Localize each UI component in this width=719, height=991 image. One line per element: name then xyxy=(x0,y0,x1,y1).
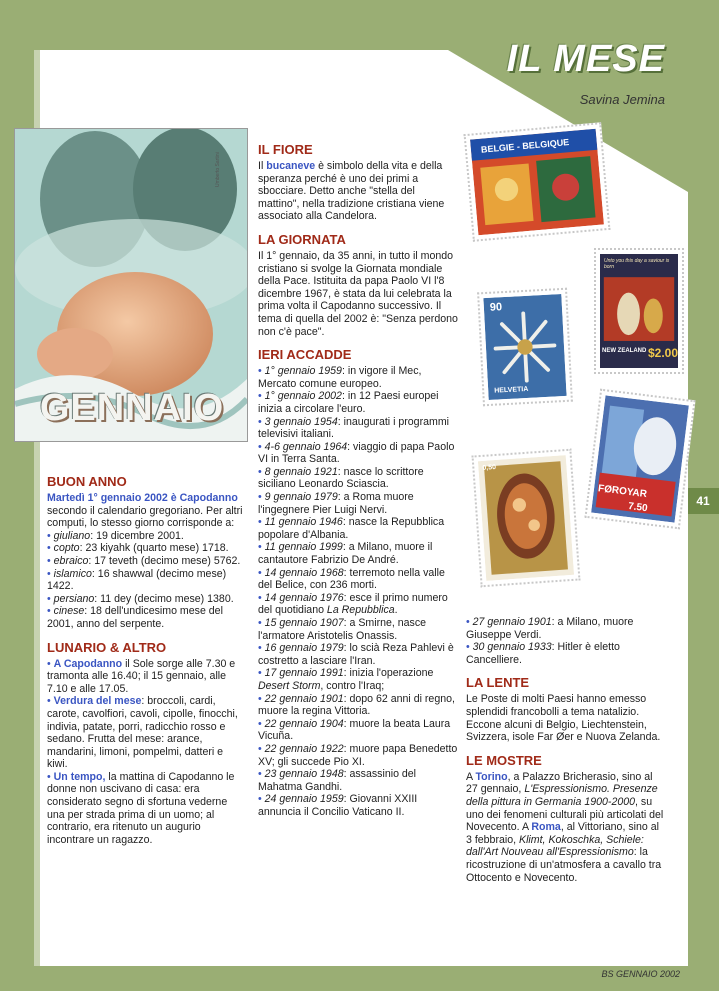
event-date: 11 gennaio 1946 xyxy=(264,516,343,529)
bullet: • xyxy=(47,605,54,618)
mostre-heading: LE MOSTRE xyxy=(466,752,542,768)
stamp-liechtenstein-value: 0,50 xyxy=(482,463,497,472)
giornata-text: Il 1° gennaio, da 35 anni, in tutto il mondo cristiano si svolge la Giornata mondiale della Pace. Istituita da papa Paolo VI l'8 dicembre 1967, è stata da lui celebrata la prima volta il Capodanno successivo. Il tema di quella del 2002 è: "Senza perdono non c'è pace". xyxy=(258,249,458,338)
lunario-paragraph-1: • A Capodanno il Sole sorge alle 7.30 e tramonta alle 16.40; il 15 gennaio, alle 7.10 e alle 17.05. xyxy=(47,657,236,695)
bullet: • xyxy=(258,717,265,730)
event-date: 22 gennaio 1922 xyxy=(264,742,344,755)
event-item xyxy=(258,516,458,541)
stamp-belgium-country: BELGIE - BELGIQUE xyxy=(480,137,570,155)
photo-caption: GENNAIO xyxy=(39,387,225,429)
event-text: : terremoto nella valle del Belice, con 236 morti. xyxy=(258,566,445,592)
event-text: : a Milano, muore il cantautore Fabrizio De André. xyxy=(258,541,433,567)
event-item xyxy=(258,567,458,592)
giornata-heading: LA GIORNATA xyxy=(258,231,346,247)
bullet: • xyxy=(258,365,265,378)
event-item xyxy=(258,793,458,818)
event-item xyxy=(258,768,458,793)
bullet: • xyxy=(47,567,54,580)
event-item xyxy=(258,441,458,466)
footer-issue: BS GENNAIO 2002 xyxy=(601,969,680,979)
bullet: • xyxy=(258,516,265,529)
calendar-item xyxy=(47,593,245,606)
column-right xyxy=(466,616,666,884)
stamp-faroe-value: 7.50 xyxy=(627,500,649,515)
column-middle xyxy=(258,142,458,819)
event-date: 8 gennaio 1921 xyxy=(264,465,338,478)
stamp-new-zealand-country: NEW ZEALAND xyxy=(602,348,647,354)
calendar-name: giuliano xyxy=(53,529,91,542)
mostre-city-torino: Torino xyxy=(475,770,508,783)
bullet: • xyxy=(466,641,473,654)
event-date: 30 gennaio 1933 xyxy=(472,641,552,654)
calendar-name: islamico xyxy=(53,567,92,580)
calendar-value: : 11 dey (decimo mese) 1380. xyxy=(94,592,234,605)
event-text: : nasce la Repubblica popolare d'Albania. xyxy=(258,516,445,541)
bullet: • xyxy=(258,642,265,655)
event-text: : dopo 62 anni di regno, muore la regina Vittoria. xyxy=(258,692,455,718)
stamp-faroe xyxy=(584,389,695,530)
event-date: 23 gennaio 1948 xyxy=(264,768,344,781)
event-text: : esce il primo numero del quotidiano xyxy=(258,591,448,617)
stamp-new-zealand-value: $2.00 xyxy=(648,346,679,360)
lunario-paragraph-2: • Verdura del mese: broccoli, cardi, carote, cavolfiori, cavoli, cipolle, finocchi, indivia, patate, porri, radicchio rosso e sedano. Frutta del mese: arance, mandarini, limoni, pompelmi, datteri e kiwi. xyxy=(47,695,238,771)
column-left xyxy=(47,474,245,846)
bullet: • xyxy=(258,793,265,806)
lunario-paragraph-3: • Un tempo, la mattina di Capodanno le donne non uscivano di casa: era considerato segno di sfortuna vederne una per strada prima di un uomo; al contrario, era ritenuto un augurio incontrare un ragazzo. xyxy=(47,770,235,846)
event-text: : in 12 Paesi europei inizia a circolare l'euro. xyxy=(258,390,439,415)
stamp-faroe-country: FØROYAR xyxy=(597,483,648,501)
event-item xyxy=(258,390,458,415)
event-date: 1° gennaio 1959 xyxy=(264,365,342,378)
bullet: • xyxy=(258,692,265,705)
event-item xyxy=(258,365,458,390)
calendar-item xyxy=(47,530,245,543)
mostre-text: A Torino, a Palazzo Bricherasio, sino al 27 gennaio, L'Espressionismo. Presenze della pittura in Germania 1900-2000, su uno dei fenomeni culturali più articolati del Novecento. A Roma, al Vittoriano, sino al 3 febbraio, Klimt, Kokoschka, Schiele: dall'Art Nouveau all'Espressionismo: la ricostruzione di un'atmosfera a cavallo tra Ottocento e Novecento. xyxy=(466,770,664,884)
buon-anno-lead: Martedì 1° gennaio 2002 è Capodanno secondo il calendario gregoriano. Per altri computi, lo stesso giorno corrisponde a: xyxy=(47,492,243,530)
bullet: • xyxy=(258,566,265,579)
event-item xyxy=(258,642,458,667)
event-text: : in vigore il Mec, Mercato comune europeo. xyxy=(258,365,422,390)
bullet: • xyxy=(258,617,265,629)
photo-credit: Umberto Sartini xyxy=(215,152,221,187)
event-date: 24 gennaio 1959 xyxy=(264,793,344,806)
event-date: 22 gennaio 1901 xyxy=(264,692,344,705)
calendar-value: : 17 teveth (decimo mese) 5762. xyxy=(88,554,241,567)
calendar-value: : 19 dicembre 2001. xyxy=(90,529,184,542)
event-text: : Giovanni XXIII annuncia il Concilio Vaticano II. xyxy=(258,793,418,818)
bullet: • xyxy=(258,440,265,453)
event-date: 14 gennaio 1976 xyxy=(264,591,344,604)
event-date: 4-6 gennaio 1964 xyxy=(264,440,348,453)
fiore-heading: IL FIORE xyxy=(258,142,313,157)
event-text: : a Smirne, nasce l'armatore Aristotelis Onassis. xyxy=(258,617,427,642)
bullet: • xyxy=(258,591,265,604)
event-text: : lo scià Reza Pahlevi è costretto a lasciare l'Iran. xyxy=(258,642,454,667)
event-date: 1° gennaio 2002 xyxy=(264,390,342,403)
bullet: • xyxy=(258,491,265,504)
bullet: • xyxy=(466,616,473,628)
event-text: : Hitler è eletto Cancelliere. xyxy=(466,641,620,666)
calendar-value: : 16 shawwal (decimo mese) 1422. xyxy=(47,567,227,593)
event-item xyxy=(466,641,666,666)
lunario-heading: LUNARIO & ALTRO xyxy=(47,639,167,655)
bullet: • xyxy=(258,667,265,680)
stamp-helvetia-value: 90 xyxy=(489,301,503,314)
bullet: • xyxy=(258,541,265,554)
fiore-text: Il bucaneve è simbolo della vita e della speranza perché è uno dei primi a sbocciare. Detto anche "stella del mattino", nella tradizione cristiana viene associato alla Candelora. xyxy=(258,160,445,223)
bullet: • xyxy=(47,554,54,567)
event-item xyxy=(258,743,458,768)
event-item xyxy=(258,416,458,441)
event-date: 9 gennaio 1979 xyxy=(264,491,338,504)
event-item xyxy=(258,693,458,718)
mostre-city-roma: Roma xyxy=(531,821,561,834)
ieri-list xyxy=(258,365,458,818)
event-date: 11 gennaio 1999 xyxy=(264,541,343,554)
bullet: • xyxy=(258,768,265,781)
lente-heading: LA LENTE xyxy=(466,675,530,691)
calendar-item xyxy=(47,555,245,568)
bullet: • xyxy=(258,415,265,428)
event-date: 16 gennaio 1979 xyxy=(264,642,344,655)
event-text: : nasce lo scrittore siciliano Leonardo Sciascia. xyxy=(258,465,424,491)
event-text: : muore la beata Laura Vicuña. xyxy=(258,717,451,743)
buon-anno-heading: BUON ANNO xyxy=(47,474,127,489)
event-date: 17 gennaio 1991 xyxy=(264,667,344,680)
bullet: • xyxy=(47,542,54,555)
event-date: 14 gennaio 1968 xyxy=(264,566,344,579)
event-text: : assassinio del Mahatma Gandhi. xyxy=(258,768,417,793)
bullet: • xyxy=(258,390,265,403)
page-number: 41 xyxy=(696,494,710,508)
mostre-title-1: L'Espressionismo. Presenze della pittura in Germania 1900-2000 xyxy=(466,783,658,808)
event-text: : viaggio di papa Paolo VI in Terra Santa. xyxy=(258,440,455,466)
calendar-name: cinese xyxy=(53,605,85,618)
event-item xyxy=(258,491,458,516)
calendar-item xyxy=(47,605,245,630)
calendar-value: : 23 kiyahk (quarto mese) 1718. xyxy=(79,542,229,555)
event-item xyxy=(258,617,458,642)
gennaio-photo xyxy=(14,128,248,442)
event-item xyxy=(258,466,458,491)
stamp-helvetia xyxy=(477,288,573,407)
ieri-list-continued xyxy=(466,616,666,666)
ieri-heading: IERI ACCADDE xyxy=(258,347,352,363)
calendar-name: ebraico xyxy=(53,554,89,567)
event-text: : a Milano, muore Giuseppe Verdi. xyxy=(466,616,634,641)
event-after: . xyxy=(394,604,398,617)
stamp-liechtenstein xyxy=(472,449,581,588)
event-text: : a Roma muore l'ingegnere Pier Luigi Nervi. xyxy=(258,491,414,516)
event-text: : inaugurati i programmi televisivi italiani. xyxy=(258,415,449,441)
event-item xyxy=(466,616,666,641)
event-date: 27 gennaio 1901 xyxy=(472,616,552,628)
stamp-new-zealand-subtitle: Unto you this day a saviour is born xyxy=(604,258,670,270)
stamp-belgium xyxy=(464,122,611,242)
calendar-list xyxy=(47,530,245,631)
stamp-new-zealand xyxy=(594,248,684,374)
calendar-item xyxy=(47,568,245,593)
event-date: 15 gennaio 1907 xyxy=(264,617,344,629)
calendar-name: copto xyxy=(53,542,80,555)
event-text: : muore papa Benedetto XV; gli succede Pio XI. xyxy=(258,742,458,768)
event-after: , contro l'Iraq; xyxy=(320,679,385,692)
calendar-item xyxy=(47,542,245,555)
stamp-helvetia-country: HELVETIA xyxy=(494,385,529,395)
event-italic: La Repubblica xyxy=(326,604,395,617)
event-item xyxy=(258,541,458,566)
mostre-title-2: Klimt, Kokoschka, Schiele: dall'Art Nouveau all'Espressionismo xyxy=(466,833,644,859)
event-date: 22 gennaio 1904 xyxy=(264,717,344,730)
bullet: • xyxy=(258,465,265,478)
event-item xyxy=(258,592,458,617)
event-text: : inizia l'operazione xyxy=(343,667,434,680)
buon-anno-lead-highlight: Martedì 1° gennaio 2002 è Capodanno xyxy=(47,492,238,504)
event-item xyxy=(258,667,458,692)
event-italic: Desert Storm xyxy=(258,679,321,692)
event-date: 3 gennaio 1954 xyxy=(264,415,338,428)
bullet: • xyxy=(47,529,54,542)
lente-text: Le Poste di molti Paesi hanno emesso splendidi francobolli a tema natalizio. Eccone alcuni di Belgio, Liechtenstein, Svizzera, isole Far Øer e Nuova Zelanda. xyxy=(466,693,661,744)
calendar-value: : 18 dell'undicesimo mese del 2001, anno del serpente. xyxy=(47,605,223,630)
calendar-name: persiano xyxy=(53,592,95,605)
bullet: • xyxy=(258,742,265,755)
page-title: IL MESE xyxy=(506,38,665,80)
event-item xyxy=(258,718,458,743)
author-name: Savina Jemina xyxy=(579,92,665,107)
bullet: • xyxy=(47,592,54,605)
